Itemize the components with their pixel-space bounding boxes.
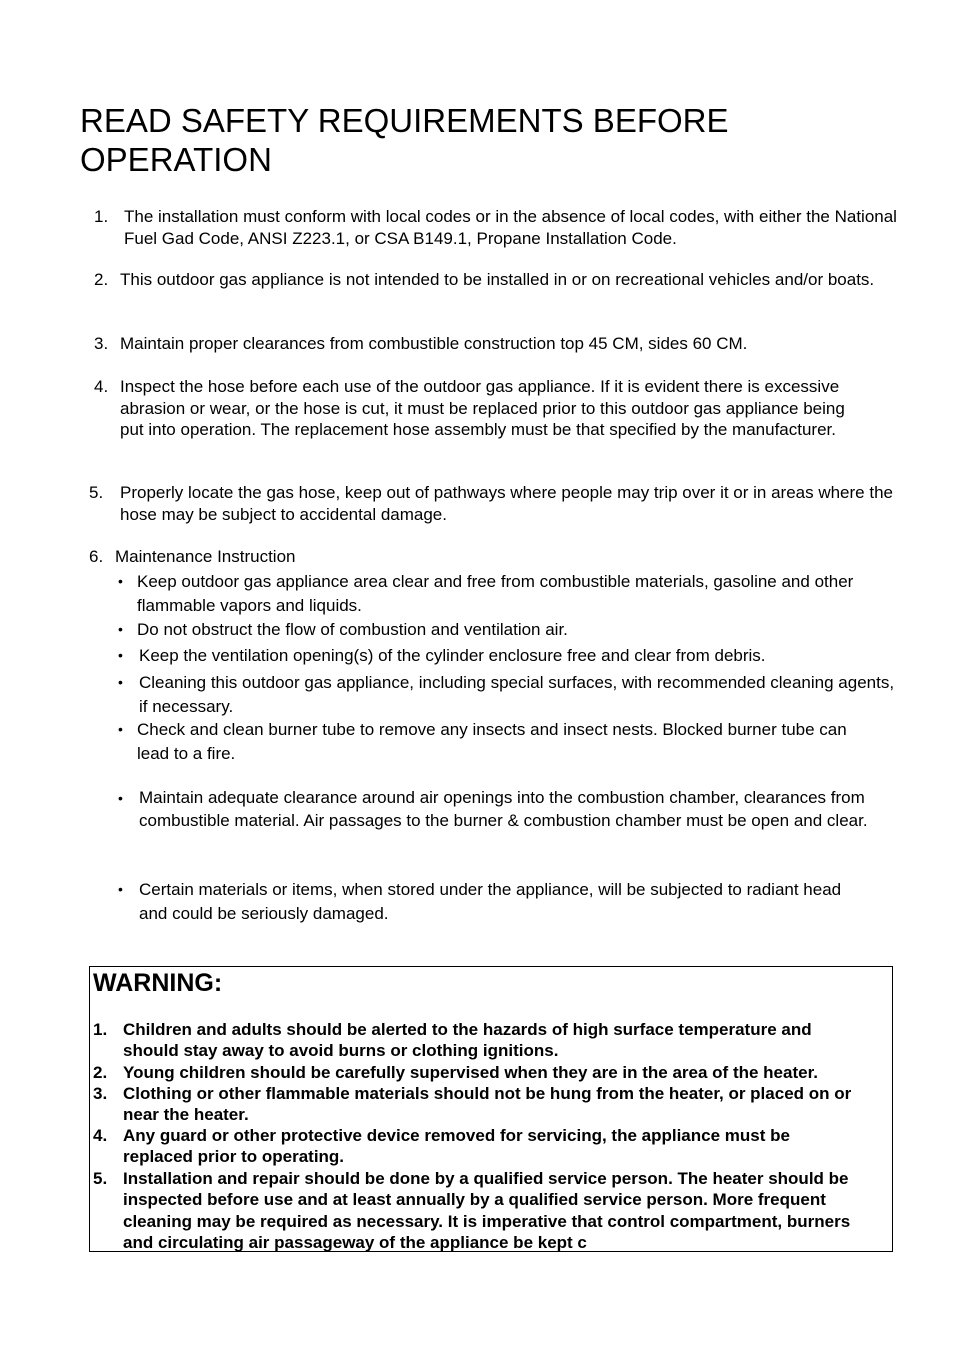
warning-box — [89, 966, 893, 1252]
warning-item-number: 5. — [93, 1169, 108, 1188]
item-number: 4. — [94, 377, 109, 396]
warning-item-text: Clothing or other flammable materials should not be hung from the heater, or placed on or near the heater. — [123, 1084, 852, 1125]
item-number: 6. — [89, 547, 104, 566]
bullet-marker: • — [118, 790, 123, 806]
item-text: This outdoor gas appliance is not intended to be installed in or on recreational vehicles and/or boats. — [120, 270, 875, 289]
bullet-marker: • — [118, 647, 123, 663]
warning-item-number: 2. — [93, 1063, 108, 1082]
item-number: 5. — [89, 483, 104, 502]
item-text: Maintenance Instruction — [115, 547, 296, 566]
bullet-text: Certain materials or items, when stored under the appliance, will be subjected to radiant head and could be seriously damaged. — [139, 880, 842, 923]
warning-title: WARNING: — [93, 969, 223, 997]
bullet-marker: • — [118, 721, 123, 737]
bullet-marker: • — [118, 881, 123, 897]
item-number: 1. — [94, 207, 109, 226]
bullet-text: Cleaning this outdoor gas appliance, including special surfaces, with recommended cleaning agents, if necessary. — [139, 673, 895, 716]
item-text: Properly locate the gas hose, keep out of pathways where people may trip over it or in areas where the hose may be subject to accidental damage. — [120, 483, 893, 524]
warning-item-number: 1. — [93, 1020, 108, 1039]
bullet-text: Do not obstruct the flow of combustion and ventilation air. — [137, 620, 568, 639]
item-text: The installation must conform with local codes or in the absence of local codes, with either the National Fuel Gad Code, ANSI Z223.1, or CSA B149.1, Propane Installation Code. — [124, 207, 897, 248]
page-title: READ SAFETY REQUIREMENTS BEFORE OPERATION — [80, 102, 729, 178]
bullet-text: Check and clean burner tube to remove any insects and insect nests. Blocked burner tube can lead to a fire. — [137, 720, 847, 763]
item-number: 2. — [94, 270, 109, 289]
warning-item-text: Young children should be carefully supervised when they are in the area of the heater. — [123, 1063, 818, 1082]
warning-item-number: 3. — [93, 1084, 108, 1103]
bullet-text: Maintain adequate clearance around air openings into the combustion chamber, clearances from combustible material. Air passages to the burner & combustion chamber must be open and clear. — [139, 788, 868, 830]
bullet-marker: • — [118, 573, 123, 589]
warning-item-text: Children and adults should be alerted to the hazards of high surface temperature and should stay away to avoid burns or clothing ignitions. — [123, 1020, 812, 1061]
bullet-text: Keep outdoor gas appliance area clear and free from combustible materials, gasoline and other flammable vapors and liquids. — [137, 572, 854, 615]
warning-item-number: 4. — [93, 1126, 108, 1145]
bullet-text: Keep the ventilation opening(s) of the cylinder enclosure free and clear from debris. — [139, 646, 766, 665]
bullet-marker: • — [118, 674, 123, 690]
warning-item-text: Any guard or other protective device removed for servicing, the appliance must be replaced prior to operating. — [123, 1126, 790, 1167]
item-text: Maintain proper clearances from combustible construction top 45 CM, sides 60 CM. — [120, 334, 748, 353]
item-text: Inspect the hose before each use of the outdoor gas appliance. If it is evident there is excessive abrasion or wear, or the hose is cut, it must be replaced prior to this outdoor gas appliance being put into operation. The replacement hose assembly must be that specified by the manufacturer. — [120, 377, 845, 439]
bullet-marker: • — [118, 621, 123, 637]
warning-item-text: Installation and repair should be done by a qualified service person. The heater should be inspected before use and at least annually by a qualified service person. More frequent cleaning may be required as necessary. It is imperative that control compartment, burners and circulating air passageway of the appliance be kept c — [123, 1169, 851, 1252]
item-number: 3. — [94, 334, 109, 353]
